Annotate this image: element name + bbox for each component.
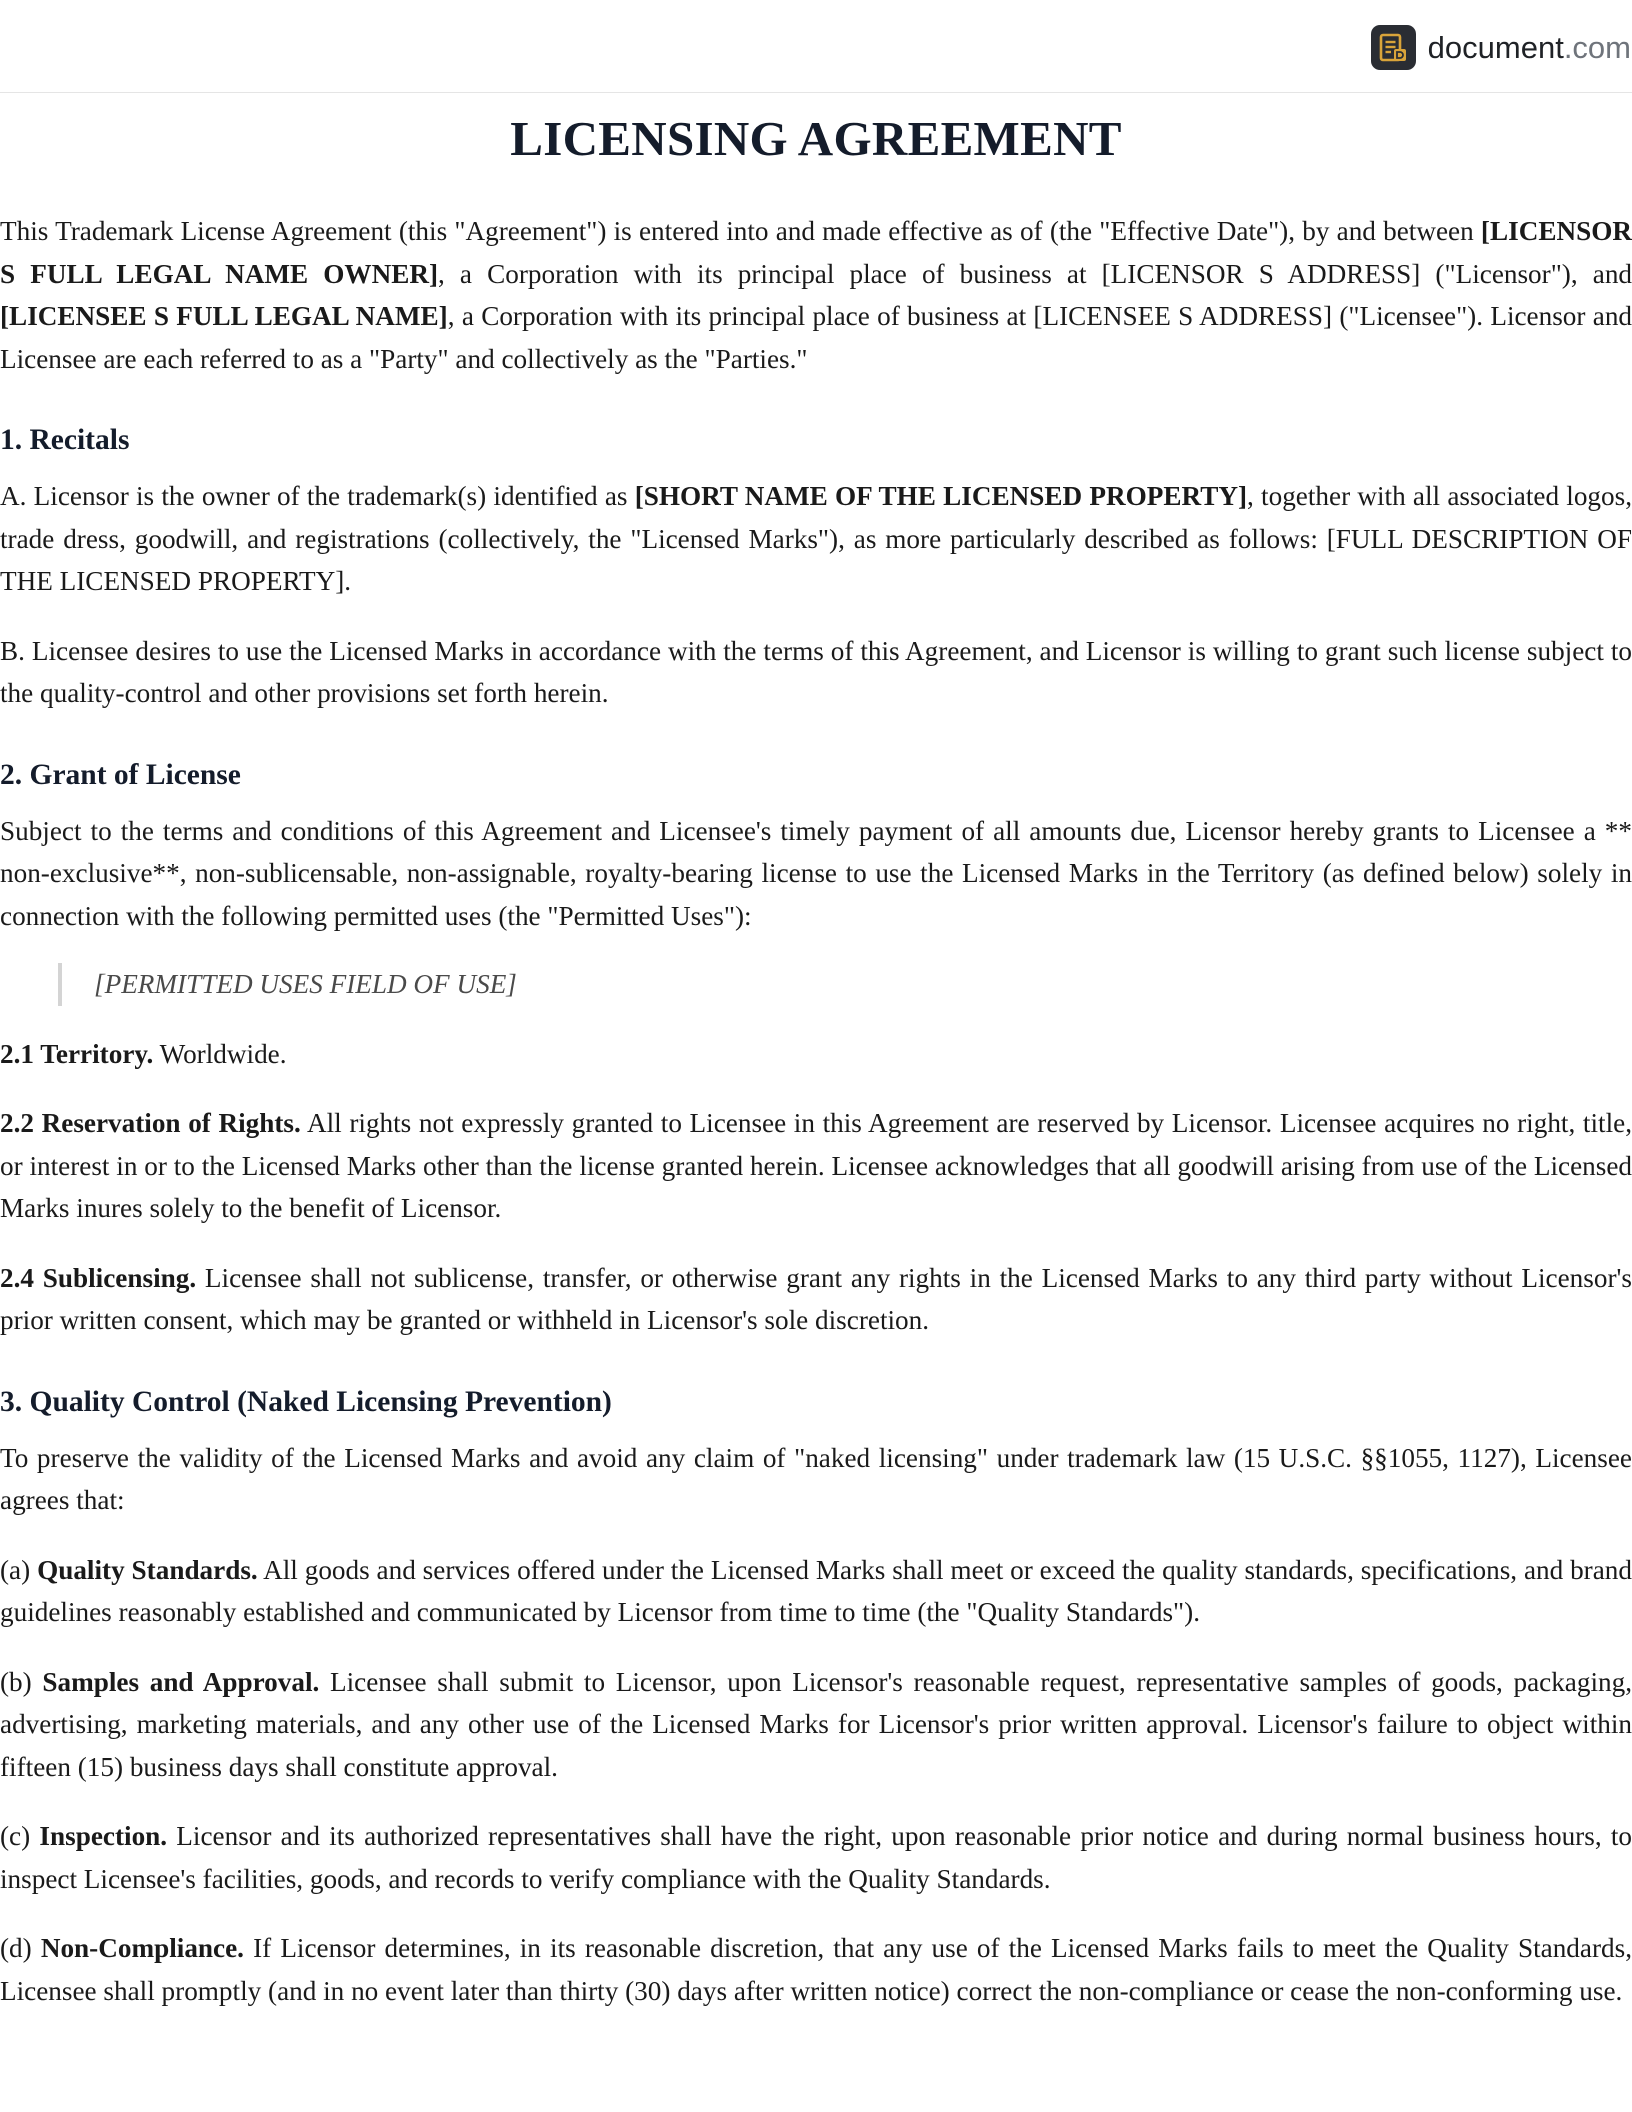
quality-intro: To preserve the validity of the Licensed Marks and avoid any claim of "naked licensing" under trademark law (15 U.S.C. §§1055, 1127), Licensee agrees that: [0, 1442, 1632, 1515]
page-header [0, 0, 1632, 93]
licensee-name: [LICENSEE S FULL LEGAL NAME] [0, 301, 448, 331]
licensed-property-name: [SHORT NAME OF THE LICENSED PROPERTY] [634, 481, 1248, 511]
brand-name: document.com [1427, 29, 1631, 65]
clause-2-2: 2.2 Reservation of Rights. All rights not expressly granted to Licensee in this Agreement are reserved by Licensor. Licensee acquires no right, title, or interest in or to the Licensed Marks other than the license granted herein. Licensee acknowledges that all goodwill arising from use of the Licensed Marks inures solely to the benefit of Licensor. [0, 1108, 1632, 1223]
document-logo-icon [1371, 25, 1416, 70]
licensor-name: [LICENSOR S FULL LEGAL NAME OWNER] [0, 216, 1632, 289]
brand-logo[interactable] [1371, 24, 1631, 71]
clause-3-c: (c) Inspection. Licensor and its authorized representatives shall have the right, upon reasonable prior notice and during normal business hours, to inspect Licensee's facilities, goods, and records to verify compliance with the Quality Standards. [0, 1821, 1632, 1894]
clause-2-4: 2.4 Sublicensing. Licensee shall not sublicense, transfer, or otherwise grant any rights in the Licensed Marks to any third party without Licensor's prior written consent, which may be granted or withheld in Licensor's sole discretion. [0, 1262, 1632, 1335]
permitted-uses-quote: [PERMITTED USES FIELD OF USE] [58, 963, 1632, 1006]
clause-3-b: (b) Samples and Approval. Licensee shall submit to Licensor, upon Licensor's reasonable request, representative samples of goods, packaging, advertising, marketing materials, and any other use of the Licensed Marks for Licensor's prior written approval. Licensor's failure to object within fifteen (15) business days shall constitute approval. [0, 1666, 1632, 1782]
clause-3-a: (a) Quality Standards. All goods and services offered under the Licensed Marks shall meet or exceed the quality standards, specifications, and brand guidelines reasonably established and communicated by Licensor from time to time (the "Quality Standards"). [0, 1554, 1632, 1627]
grant-paragraph: Subject to the terms and conditions of this Agreement and Licensee's timely payment of all amounts due, Licensor hereby grants to Licensee a ** non-exclusive**, non-sublicensable, non-assignable, royalty-bearing license to use the Licensed Marks in the Territory (as defined below) solely in connection with the following permitted uses (the "Permitted Uses"): [0, 815, 1632, 931]
document-title: LICENSING AGREEMENT [510, 111, 1122, 166]
intro-paragraph: This Trademark License Agreement (this "Agreement") is entered into and made effective as of (the "Effective Date"), by and between [LICENSOR S FULL LEGAL NAME OWNER], a Corporation with its principal place of business at [LICENSOR S ADDRESS] ("Licensor"), and [LICENSEE S FULL LEGAL NAME], a Corporation with its principal place of business at [LICENSEE S ADDRESS] ("Licensee"). Licensor and Licensee are each referred to as a "Party" and collectively as the "Parties." [0, 216, 1632, 374]
recital-a: A. Licensor is the owner of the trademark(s) identified as [SHORT NAME OF THE LICENSED PROPERTY], together with all associated logos, trade dress, goodwill, and registrations (collectively, the "Licensed Marks"), as more particularly described as follows: [FULL DESCRIPTION OF THE LICENSED PROPERTY]. [0, 481, 1632, 596]
section-1-heading: 1. Recitals [0, 424, 130, 456]
brand-tld: .com [1563, 29, 1631, 65]
clause-2-1: 2.1 Territory. Worldwide. [0, 1038, 287, 1069]
recital-b: B. Licensee desires to use the Licensed Marks in accordance with the terms of this Agreement, and Licensor is willing to grant such license subject to the quality-control and other provisions set forth herein. [0, 635, 1632, 708]
document-body [0, 93, 1632, 2012]
section-3-heading: 3. Quality Control (Naked Licensing Prevention) [0, 1385, 612, 1418]
clause-3-d: (d) Non-Compliance. If Licensor determines, in its reasonable discretion, that any use of the Licensed Marks fails to meet the Quality Standards, Licensee shall promptly (and in no event later than thirty (30) days after written notice) correct the non-compliance or cease the non-conforming use. [0, 1933, 1632, 2006]
section-2-heading: 2. Grant of License [0, 758, 241, 791]
